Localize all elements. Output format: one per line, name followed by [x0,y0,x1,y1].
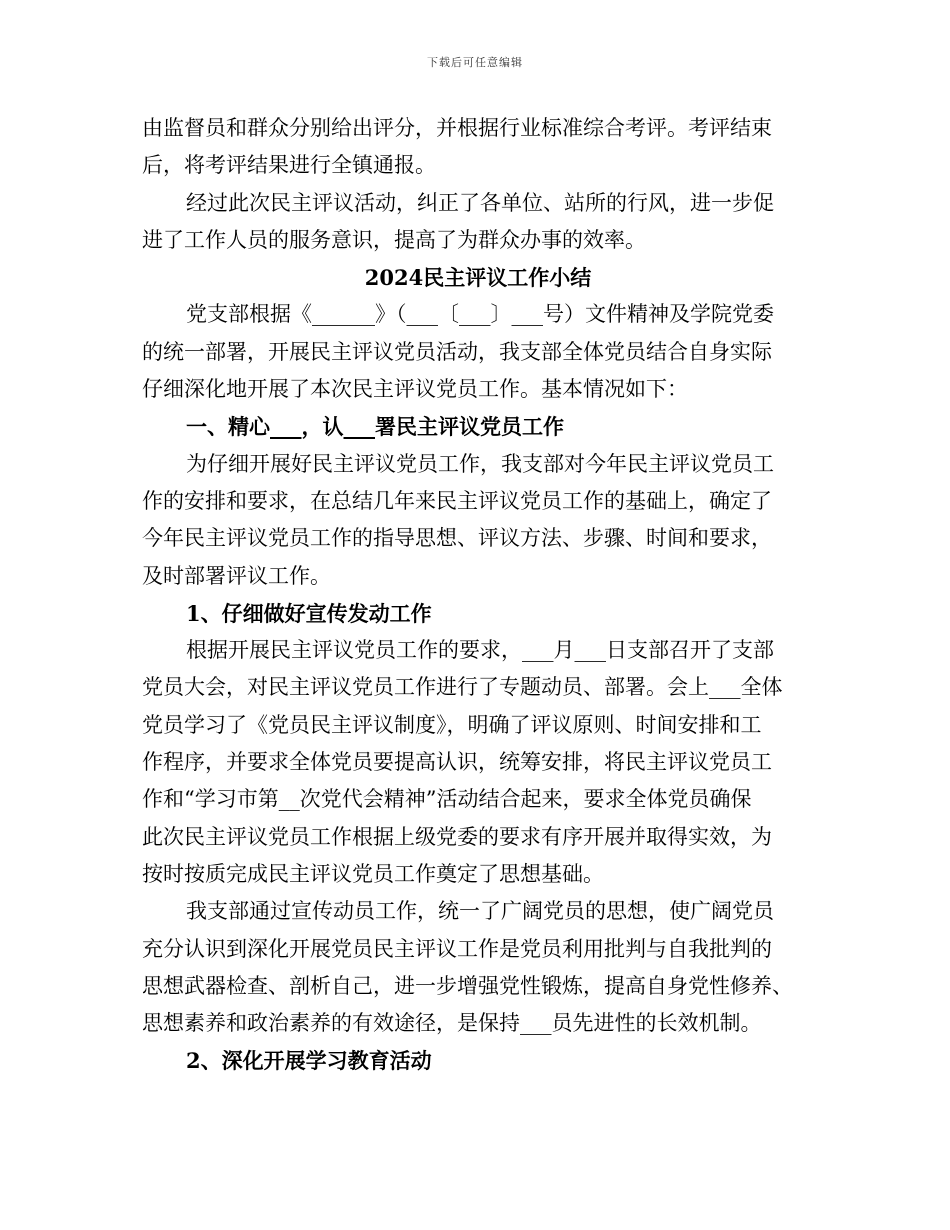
text-line: 思想素养和政治素养的有效途径，是保持___员先进性的长效机制。 [142,1011,762,1036]
text-line: 按时按质完成民主评议党员工作奠定了思想基础。 [142,861,604,886]
text-line: 进了工作人员的服务意识，提高了为群众办事的效率。 [142,227,646,252]
text-line: 党员大会，对民主评议党员工作进行了专题动员、部署。会上___全体 [142,675,783,700]
text-line: 充分认识到深化开展党员民主评议工作是党员利用批判与自我批判的 [142,936,772,961]
page-header-note: 下载后可任意编辑 [427,56,523,69]
text-line: 思想武器检查、剖析自己，进一步增强党性锻炼，提高自身党性修养、 [142,973,793,998]
text-line: 作程序，并要求全体党员要提高认识，统筹安排，将民主评议党员工 [142,750,772,775]
document-body [142,110,814,1080]
text-line: 作和“学习市第__次党代会精神”活动结合起来，要求全体党员确保 [142,787,752,812]
text-line: 及时部署评议工作。 [142,563,331,588]
text-line: 后，将考评结果进行全镇通报。 [142,153,436,178]
text-line: 党支部根据《______》（___〔___〕___号）文件精神及学院党委 [186,302,774,327]
text-line: 我支部通过宣传动员工作，统一了广阔党员的思想，使广阔党员 [186,899,774,924]
text-line: 仔细深化地开展了本次民主评议党员工作。基本情况如下： [142,377,688,402]
text-line: 此次民主评议党员工作根据上级党委的要求有序开展并取得实效，为 [142,824,772,849]
section-heading: 2、深化开展学习教育活动 [186,1048,432,1074]
text-line: 党员学习了《党员民主评议制度》，明确了评议原则、时间安排和工 [142,712,762,737]
text-line: 根据开展民主评议党员工作的要求，___月___日支部召开了支部 [186,638,774,663]
text-line: 今年民主评议党员工作的指导思想、评议方法、步骤、时间和要求， [142,526,772,551]
document-title: 2024民主评议工作小结 [364,265,592,291]
section-heading: 1、仔细做好宣传发动工作 [186,600,432,626]
section-heading: 一、精心___，认___署民主评议党员工作 [186,414,564,440]
text-line: 由监督员和群众分别给出评分，并根据行业标准综合考评。考评结束 [142,116,772,140]
text-line: 的统一部署，开展民主评议党员活动，我支部全体党员结合自身实际 [142,339,772,364]
text-line: 作的安排和要求，在总结几年来民主评议党员工作的基础上，确定了 [142,488,772,513]
text-line: 经过此次民主评议活动，纠正了各单位、站所的行风，进一步促 [186,190,774,215]
text-line: 为仔细开展好民主评议党员工作，我支部对今年民主评议党员工 [186,451,774,476]
